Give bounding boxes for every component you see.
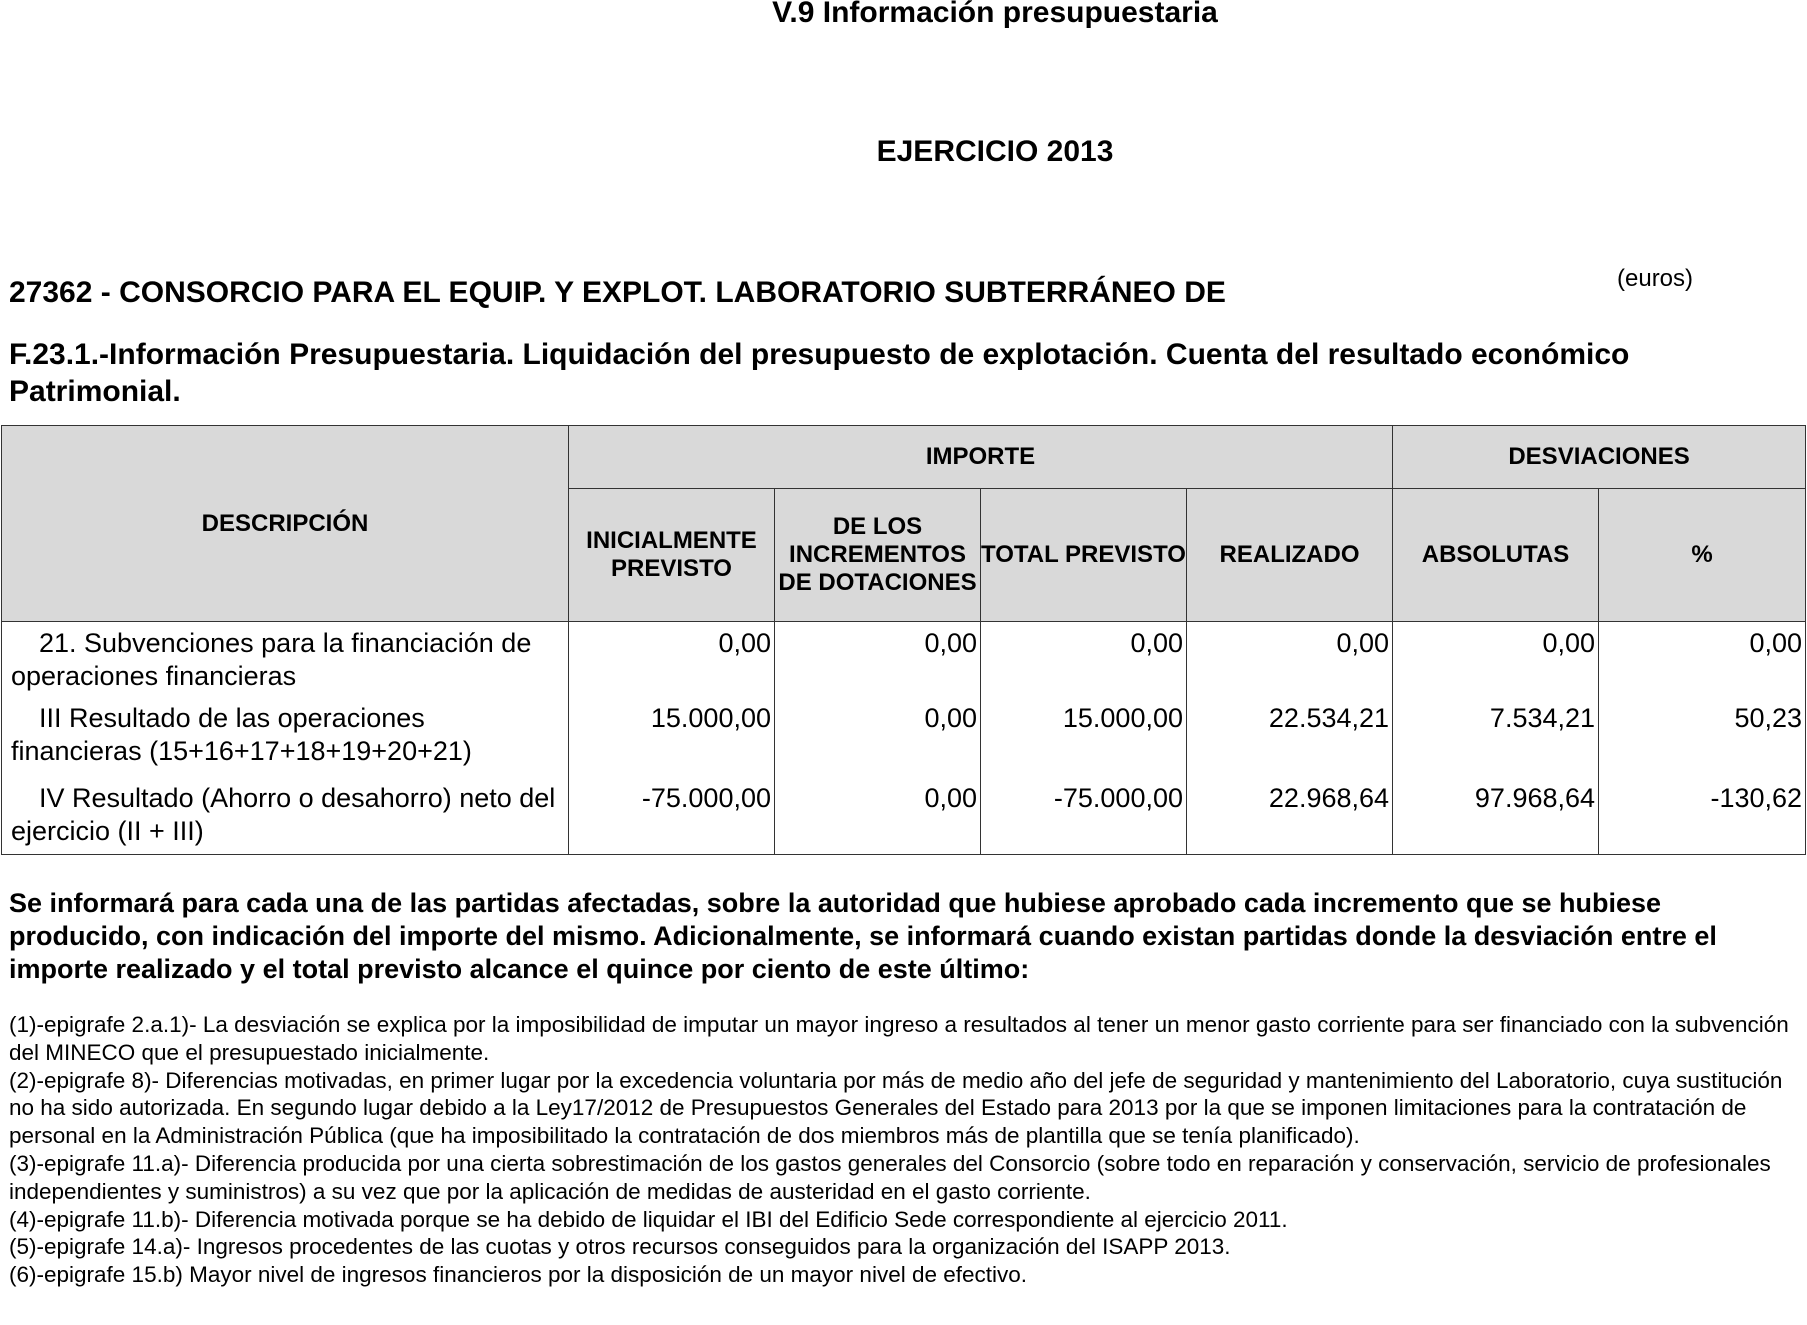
cell-incrementos: 0,00 — [775, 702, 981, 782]
row-description: 21. Subvenciones para la financiación de operaciones financieras — [2, 622, 569, 703]
cell-porcentaje: -130,62 — [1599, 782, 1806, 855]
col-header-porcentaje: % — [1599, 489, 1806, 622]
cell-absolutas: 0,00 — [1393, 622, 1599, 703]
currency-units: (euros) — [1617, 265, 1694, 292]
note-item: (5)-epigrafe 14.a)- Ingresos procedentes de las cuotas y otros recursos conseguidos para la organización del ISAPP 2013. — [9, 1234, 1231, 1260]
col-header-inicialmente-previsto: INICIALMENTE PREVISTO — [569, 489, 775, 622]
col-header-descripcion: DESCRIPCIÓN — [2, 426, 569, 622]
budget-table — [1, 425, 1806, 855]
note-item: (3)-epigrafe 11.a)- Diferencia producida por una cierta sobrestimación de los gastos generales del Consorcio (sobre todo en reparación y conservación, servicio de profesionales independientes y suministros) a su vez que por la aplicación de medidas de austeridad en el gasto corriente. — [9, 1150, 1771, 1204]
table-row — [2, 782, 1806, 855]
cell-incrementos: 0,00 — [775, 622, 981, 703]
explanatory-notes — [9, 1011, 1804, 1289]
cell-incrementos: 0,00 — [775, 782, 981, 855]
note-item: (2)-epigrafe 8)- Diferencias motivadas, en primer lugar por la excedencia voluntaria por más de medio año del jefe de seguridad y mantenimiento del Laboratorio, cuya sustitución no ha sido autorizada. En segundo lugar debido a la Ley17/2012 de Presupuestos Generales del Estado para 2013 por la que se imponen limitaciones para la contratación de personal en la Administración Pública (que ha imposibilitado la contratación de dos miembros más de plantilla que se tenía planificado). — [9, 1067, 1783, 1149]
page-title: V.9 Información presupuestaria — [772, 0, 1218, 29]
row-description: IV Resultado (Ahorro o desahorro) neto del ejercicio (II + III) — [2, 782, 569, 855]
reporting-notice: Se informará para cada una de las partidas afectadas, sobre la autoridad que hubiese aprobado cada incremento que se hubiese producido, con indicación del importe del mismo. Adicionalmente, se informará cuando existan partidas donde la desviación entre el importe realizado y el total previsto alcance el quince por ciento de este último: — [9, 888, 1717, 984]
row-description: III Resultado de las operaciones financieras (15+16+17+18+19+20+21) — [2, 702, 569, 782]
col-header-total-previsto: TOTAL PREVISTO — [981, 489, 1187, 622]
cell-inicialmente-previsto: -75.000,00 — [569, 782, 775, 855]
group-header-importe: IMPORTE — [569, 426, 1393, 489]
col-header-realizado: REALIZADO — [1187, 489, 1393, 622]
group-header-desviaciones: DESVIACIONES — [1393, 426, 1806, 489]
note-item: (1)-epigrafe 2.a.1)- La desviación se explica por la imposibilidad de imputar un mayor ingreso a resultados al tener un menor gasto corriente para ser financiado con la subvención del MINECO que el presupuestado inicialmente. — [9, 1012, 1789, 1065]
section-title: F.23.1.-Información Presupuestaria. Liquidación del presupuesto de explotación. Cuenta del resultado económico Patrimonial. — [9, 338, 1630, 408]
cell-total-previsto: 15.000,00 — [981, 702, 1187, 782]
cell-absolutas: 97.968,64 — [1393, 782, 1599, 855]
note-item: (6)-epigrafe 15.b) Mayor nivel de ingresos financieros por la disposición de un mayor nivel de efectivo. — [9, 1262, 1028, 1288]
cell-inicialmente-previsto: 0,00 — [569, 622, 775, 703]
col-header-incrementos: DE LOS INCREMENTOS DE DOTACIONES — [775, 489, 981, 622]
entity-name: 27362 - CONSORCIO PARA EL EQUIP. Y EXPLOT. LABORATORIO SUBTERRÁNEO DE — [9, 276, 1226, 309]
note-item: (4)-epigrafe 11.b)- Diferencia motivada porque se ha debido de liquidar el IBI del Edificio Sede correspondiente al ejercicio 2011. — [9, 1206, 1288, 1232]
table-row — [2, 622, 1806, 703]
cell-porcentaje: 50,23 — [1599, 702, 1806, 782]
table-row — [2, 702, 1806, 782]
cell-total-previsto: -75.000,00 — [981, 782, 1187, 855]
cell-realizado: 22.534,21 — [1187, 702, 1393, 782]
cell-realizado: 22.968,64 — [1187, 782, 1393, 855]
col-header-absolutas: ABSOLUTAS — [1393, 489, 1599, 622]
cell-inicialmente-previsto: 15.000,00 — [569, 702, 775, 782]
cell-absolutas: 7.534,21 — [1393, 702, 1599, 782]
cell-porcentaje: 0,00 — [1599, 622, 1806, 703]
cell-total-previsto: 0,00 — [981, 622, 1187, 703]
cell-realizado: 0,00 — [1187, 622, 1393, 703]
exercise-year: EJERCICIO 2013 — [876, 135, 1114, 168]
